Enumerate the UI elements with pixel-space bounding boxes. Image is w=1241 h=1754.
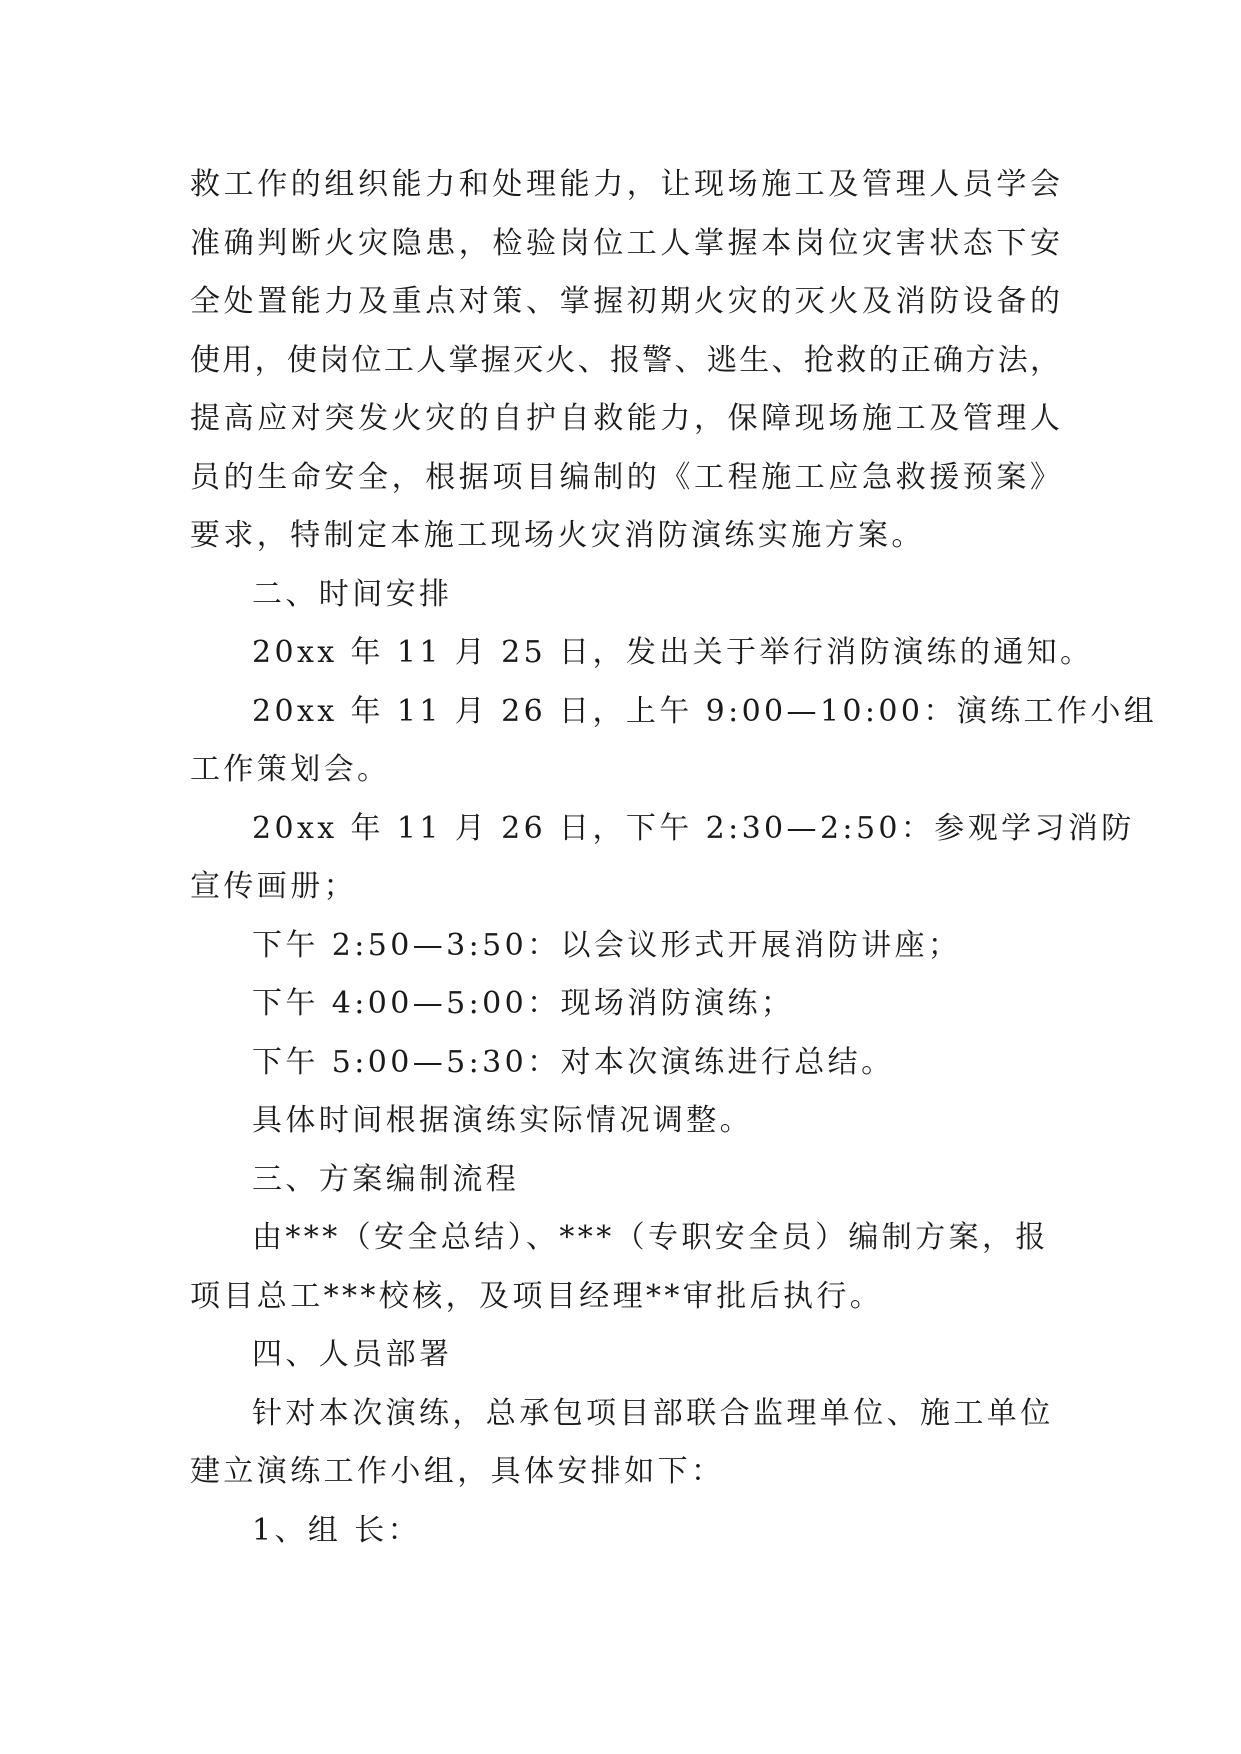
document-body [190,156,1158,1560]
text-line: 20xx 年 11 月 26 日，上午 9:00—10:00：演练工作小组 [252,693,1158,729]
text-line: 员的生命安全，根据项目编制的《工程施工应急救援预案》 [190,459,1060,495]
text-line: 1、组 长： [252,1512,422,1548]
text-line: 下午 2:50—3:50：以会议形式开展消防讲座； [252,927,962,963]
text-line: 工作策划会。 [190,752,391,787]
text-line: 20xx 年 11 月 25 日，发出关于举行消防演练的通知。 [252,635,1094,670]
text-line: 提高应对突发火灾的自护自救能力，保障现场施工及管理人 [190,401,1060,436]
text-line: 二、时间安排 [252,576,453,612]
text-line: 项目总工***校核，及项目经理**审批后执行。 [190,1278,884,1314]
text-line: 具体时间根据演练实际情况调整。 [252,1103,753,1138]
text-line: 准确判断火灾隐患，检验岗位工人掌握本岗位灾害状态下安 [190,225,1060,261]
text-line: 使用，使岗位工人掌握灭火、报警、逃生、抢救的正确方法， [190,342,1060,378]
text-line: 宣传画册； [190,869,357,904]
text-line: 下午 5:00—5:30：对本次演练进行总结。 [252,1044,895,1080]
text-line: 针对本次演练，总承包项目部联合监理单位、施工单位 [252,1395,1054,1431]
text-line: 三、方案编制流程 [252,1161,520,1197]
text-line: 要求，特制定本施工现场火灾消防演练实施方案。 [190,518,925,553]
text-line: 四、人员部署 [252,1337,453,1372]
text-line: 由***（安全总结）、***（专职安全员）编制方案，报 [252,1220,1049,1255]
text-line: 下午 4:00—5:00：现场消防演练； [252,986,795,1021]
text-line: 救工作的组织能力和处理能力，让现场施工及管理人员学会 [190,167,1060,202]
text-line: 20xx 年 11 月 26 日，下午 2:30—2:50：参观学习消防 [252,810,1135,846]
text-line: 建立演练工作小组，具体安排如下： [190,1454,725,1489]
text-line: 全处置能力及重点对策、掌握初期火灾的灭火及消防设备的 [190,284,1060,319]
